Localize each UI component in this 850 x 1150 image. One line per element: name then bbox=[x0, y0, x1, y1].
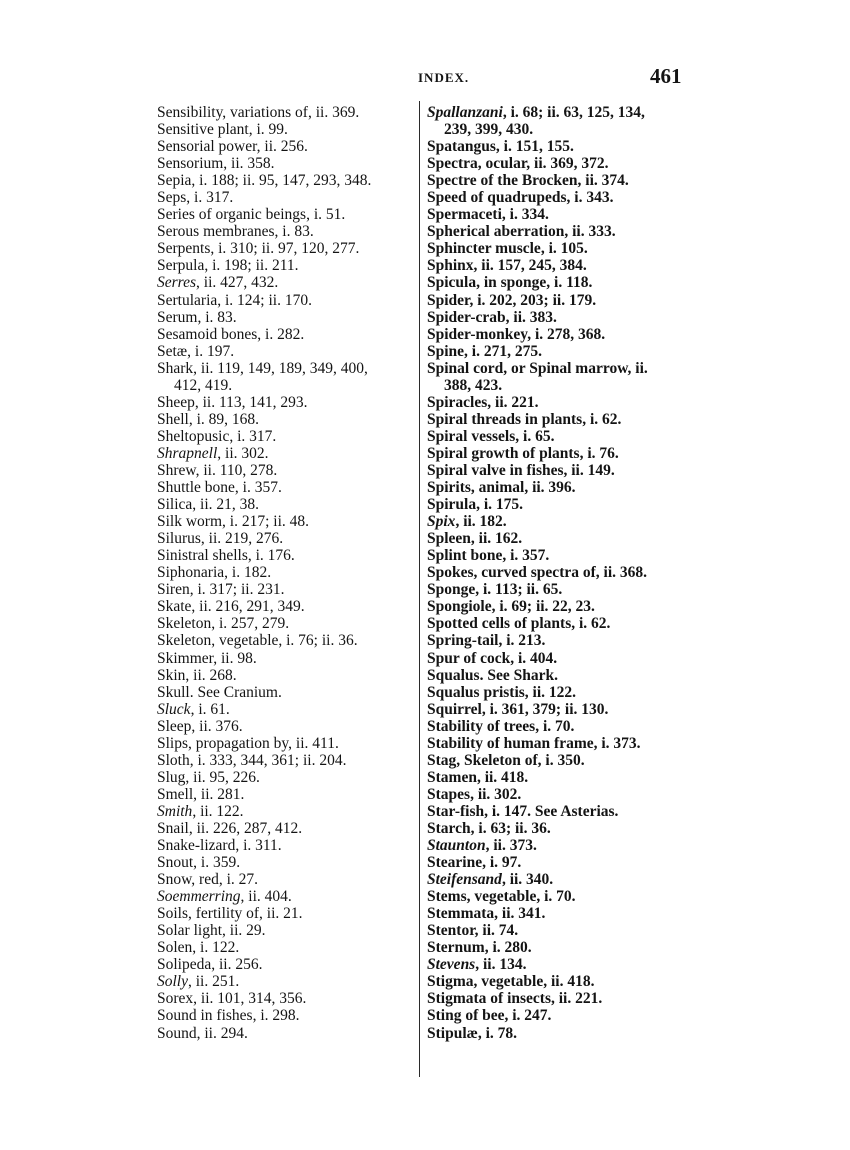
entry-text: Setæ, i. 197. bbox=[157, 342, 235, 360]
entry-text: Snake-lizard, i. 311. bbox=[157, 837, 282, 855]
entry-lead-italic: Spallanzani bbox=[427, 104, 503, 121]
entry-text: Stapes, ii. 302. bbox=[427, 785, 522, 803]
index-entry bbox=[427, 1025, 697, 1042]
entry-lead-italic: Stevens bbox=[427, 956, 476, 974]
entry-text: Seps, i. 317. bbox=[157, 189, 234, 207]
index-entry bbox=[427, 786, 697, 803]
index-entry bbox=[157, 820, 417, 837]
index-entry bbox=[427, 530, 697, 547]
index-entry bbox=[157, 667, 417, 684]
entry-text: Serum, i. 83. bbox=[157, 308, 237, 326]
index-entry bbox=[157, 513, 417, 530]
entry-text: Spider-crab, ii. 383. bbox=[427, 308, 557, 326]
index-entry bbox=[157, 547, 417, 564]
index-entry bbox=[157, 445, 417, 462]
entry-text: Spermaceti, i. 334. bbox=[427, 206, 549, 224]
entry-text: Sloth, i. 333, 344, 361; ii. 204. bbox=[157, 751, 347, 769]
entry-text: , ii. 302. bbox=[217, 444, 269, 462]
entry-text: Spongiole, i. 69; ii. 22, 23. bbox=[427, 598, 595, 616]
entry-lead-italic: Sluck bbox=[157, 700, 191, 718]
page-number: 461 bbox=[650, 64, 682, 88]
entry-text: Spine, i. 271, 275. bbox=[427, 342, 542, 360]
index-entry bbox=[157, 735, 417, 752]
index-entry bbox=[427, 650, 697, 667]
index-entry bbox=[427, 104, 697, 138]
index-entry bbox=[157, 939, 417, 956]
index-entry bbox=[427, 922, 697, 939]
entry-text: Sound, ii. 294. bbox=[157, 1024, 248, 1042]
index-entry bbox=[427, 138, 697, 155]
entry-text: Speed of quadrupeds, i. 343. bbox=[427, 189, 614, 207]
entry-text: Shark, ii. 119, 149, 189, 349, 400, bbox=[157, 359, 368, 377]
index-entry bbox=[427, 479, 697, 496]
index-entry bbox=[157, 309, 417, 326]
entry-text: Spherical aberration, ii. 333. bbox=[427, 223, 616, 241]
entry-text: Skeleton, i. 257, 279. bbox=[157, 615, 290, 633]
index-entry bbox=[427, 206, 697, 223]
index-entry bbox=[157, 803, 417, 820]
index-entry bbox=[157, 394, 417, 411]
index-entry bbox=[427, 292, 697, 309]
entry-text: Sphinx, ii. 157, 245, 384. bbox=[427, 257, 587, 275]
index-entry bbox=[427, 632, 697, 649]
index-entry bbox=[157, 121, 417, 138]
index-entry bbox=[427, 820, 697, 837]
index-entry bbox=[157, 343, 417, 360]
entry-text: Spring-tail, i. 213. bbox=[427, 632, 546, 650]
entry-text: Stems, vegetable, i. 70. bbox=[427, 888, 576, 906]
index-entry bbox=[157, 888, 417, 905]
index-entry bbox=[427, 240, 697, 257]
index-entry bbox=[427, 462, 697, 479]
entry-text: Sepia, i. 188; ii. 95, 147, 293, 348. bbox=[157, 172, 372, 190]
index-entry bbox=[427, 257, 697, 274]
entry-continuation: 388, 423. bbox=[444, 376, 503, 394]
entry-text: Spirits, animal, ii. 396. bbox=[427, 479, 576, 497]
entry-text: Sinistral shells, i. 176. bbox=[157, 547, 295, 565]
entry-text: Shrew, ii. 110, 278. bbox=[157, 461, 278, 479]
index-entry bbox=[157, 769, 417, 786]
entry-text: Smell, ii. 281. bbox=[157, 785, 245, 803]
index-entry bbox=[427, 172, 697, 189]
entry-text: , ii. 122. bbox=[192, 802, 244, 820]
entry-text: Sensibility, variations of, ii. 369. bbox=[157, 104, 360, 121]
index-entry bbox=[157, 837, 417, 854]
entry-text: Silica, ii. 21, 38. bbox=[157, 496, 260, 514]
index-entry bbox=[427, 769, 697, 786]
index-entry bbox=[157, 479, 417, 496]
index-entry bbox=[157, 786, 417, 803]
entry-text: Stigmata of insects, ii. 221. bbox=[427, 990, 603, 1008]
entry-text: Sorex, ii. 101, 314, 356. bbox=[157, 990, 307, 1008]
index-entry bbox=[427, 513, 697, 530]
index-entry bbox=[157, 223, 417, 240]
entry-text: Squalus. See Shark. bbox=[427, 666, 558, 684]
index-entry bbox=[427, 701, 697, 718]
entry-text: Starch, i. 63; ii. 36. bbox=[427, 819, 551, 837]
index-entry bbox=[157, 581, 417, 598]
index-entry bbox=[157, 632, 417, 649]
index-entry bbox=[427, 905, 697, 922]
entry-text: Spokes, curved spectra of, ii. 368. bbox=[427, 564, 648, 582]
index-entry bbox=[427, 684, 697, 701]
entry-text: Stability of trees, i. 70. bbox=[427, 717, 575, 735]
index-entry bbox=[157, 104, 417, 121]
index-entry bbox=[427, 189, 697, 206]
index-entry bbox=[427, 343, 697, 360]
entry-text: Sesamoid bones, i. 282. bbox=[157, 325, 305, 343]
index-entry bbox=[157, 1025, 417, 1042]
index-entry bbox=[427, 803, 697, 820]
entry-text: Spider, i. 202, 203; ii. 179. bbox=[427, 291, 597, 309]
index-entry bbox=[427, 411, 697, 428]
entry-text: Serpula, i. 198; ii. 211. bbox=[157, 257, 299, 275]
entry-text: , ii. 373. bbox=[485, 837, 537, 855]
index-entry bbox=[427, 309, 697, 326]
entry-text: Sertularia, i. 124; ii. 170. bbox=[157, 291, 312, 309]
entry-text: Skin, ii. 268. bbox=[157, 666, 237, 684]
entry-text: Splint bone, i. 357. bbox=[427, 547, 550, 565]
index-entry bbox=[157, 973, 417, 990]
entry-text: Star-fish, i. 147. See Asterias. bbox=[427, 802, 619, 820]
entry-text: Slug, ii. 95, 226. bbox=[157, 768, 260, 786]
entry-lead-italic: Spix bbox=[427, 513, 456, 531]
index-entry bbox=[157, 206, 417, 223]
index-entry bbox=[157, 701, 417, 718]
index-entry bbox=[157, 274, 417, 291]
index-entry bbox=[427, 718, 697, 735]
index-entry bbox=[157, 189, 417, 206]
entry-text: , ii. 340. bbox=[501, 871, 554, 889]
entry-text: , i. 61. bbox=[190, 700, 230, 718]
index-entry bbox=[157, 411, 417, 428]
entry-text: Stability of human frame, i. 373. bbox=[427, 734, 641, 752]
index-entry bbox=[427, 990, 697, 1007]
index-entry bbox=[157, 650, 417, 667]
index-entry bbox=[157, 360, 417, 394]
index-entry bbox=[157, 684, 417, 701]
entry-text: Silurus, ii. 219, 276. bbox=[157, 530, 284, 548]
entry-text: Stemmata, ii. 341. bbox=[427, 905, 546, 923]
index-entry bbox=[427, 615, 697, 632]
index-entry bbox=[157, 326, 417, 343]
index-entry bbox=[157, 1007, 417, 1024]
entry-text: , ii. 134. bbox=[475, 956, 527, 974]
index-entry bbox=[157, 718, 417, 735]
entry-text: Silk worm, i. 217; ii. 48. bbox=[157, 513, 309, 531]
index-entry bbox=[427, 394, 697, 411]
entry-text: Stearine, i. 97. bbox=[427, 854, 522, 872]
entry-text: , ii. 427, 432. bbox=[196, 274, 279, 292]
entry-text: Sleep, ii. 376. bbox=[157, 717, 243, 735]
entry-text: Spicula, in sponge, i. 118. bbox=[427, 274, 593, 292]
index-entry bbox=[427, 155, 697, 172]
entry-text: Spatangus, i. 151, 155. bbox=[427, 138, 574, 156]
entry-text: Spirula, i. 175. bbox=[427, 496, 524, 514]
entry-text: Skimmer, ii. 98. bbox=[157, 649, 257, 667]
entry-text: Sponge, i. 113; ii. 65. bbox=[427, 581, 563, 599]
entry-text: Serpents, i. 310; ii. 97, 120, 277. bbox=[157, 240, 360, 258]
entry-text: Skeleton, vegetable, i. 76; ii. 36. bbox=[157, 632, 358, 650]
entry-lead-italic: Serres bbox=[157, 274, 197, 292]
index-entry bbox=[157, 990, 417, 1007]
entry-text: Spiral threads in plants, i. 62. bbox=[427, 410, 622, 428]
entry-text: Spinal cord, or Spinal marrow, ii. bbox=[427, 359, 648, 377]
entry-text: Shell, i. 89, 168. bbox=[157, 410, 260, 428]
entry-text: Skate, ii. 216, 291, 349. bbox=[157, 598, 305, 616]
entry-text: Sensorium, ii. 358. bbox=[157, 155, 275, 173]
entry-text: Spur of cock, i. 404. bbox=[427, 649, 558, 667]
index-entry bbox=[427, 598, 697, 615]
entry-continuation: 239, 399, 430. bbox=[444, 121, 534, 139]
index-column-left bbox=[157, 104, 417, 1042]
entry-text: Siren, i. 317; ii. 231. bbox=[157, 581, 285, 599]
entry-text: Snail, ii. 226, 287, 412. bbox=[157, 819, 303, 837]
entry-text: Solar light, ii. 29. bbox=[157, 922, 266, 940]
entry-text: Sting of bee, i. 247. bbox=[427, 1007, 552, 1025]
index-entry bbox=[157, 615, 417, 632]
entry-lead-italic: Solly bbox=[157, 973, 188, 991]
index-entry bbox=[427, 854, 697, 871]
entry-text: Stipulæ, i. 78. bbox=[427, 1024, 518, 1042]
entry-text: , ii. 404. bbox=[240, 888, 292, 906]
running-head: INDEX. bbox=[418, 70, 470, 85]
entry-continuation: 412, 419. bbox=[174, 376, 233, 394]
entry-text: Stag, Skeleton of, i. 350. bbox=[427, 751, 585, 769]
entry-text: Solipeda, ii. 256. bbox=[157, 956, 263, 974]
index-entry bbox=[157, 922, 417, 939]
index-entry bbox=[157, 257, 417, 274]
entry-text: Spiral growth of plants, i. 76. bbox=[427, 444, 619, 462]
index-entry bbox=[157, 155, 417, 172]
entry-text: Squirrel, i. 361, 379; ii. 130. bbox=[427, 700, 609, 718]
entry-text: Siphonaria, i. 182. bbox=[157, 564, 272, 582]
entry-lead-italic: Soemmerring bbox=[157, 888, 241, 906]
column-divider bbox=[419, 101, 420, 1077]
index-entry bbox=[157, 138, 417, 155]
index-entry bbox=[427, 667, 697, 684]
entry-text: Spectre of the Brocken, ii. 374. bbox=[427, 172, 629, 190]
index-entry bbox=[427, 564, 697, 581]
entry-text: , i. 68; ii. 63, 125, 134, bbox=[502, 104, 645, 121]
index-entry bbox=[157, 496, 417, 513]
entry-text: Sheep, ii. 113, 141, 293. bbox=[157, 393, 308, 411]
index-entry bbox=[427, 445, 697, 462]
index-entry bbox=[427, 735, 697, 752]
entry-text: Spider-monkey, i. 278, 368. bbox=[427, 325, 606, 343]
entry-text: Spleen, ii. 162. bbox=[427, 530, 523, 548]
index-entry bbox=[157, 905, 417, 922]
entry-text: , ii. 251. bbox=[188, 973, 240, 991]
entry-text: Snout, i. 359. bbox=[157, 854, 241, 872]
entry-text: Soils, fertility of, ii. 21. bbox=[157, 905, 303, 923]
index-entry bbox=[157, 598, 417, 615]
index-entry bbox=[157, 752, 417, 769]
entry-lead-italic: Shrapnell bbox=[157, 444, 218, 462]
entry-lead-italic: Steifensand bbox=[427, 871, 502, 889]
index-entry bbox=[427, 1007, 697, 1024]
entry-text: Sensitive plant, i. 99. bbox=[157, 121, 288, 139]
index-entry bbox=[157, 956, 417, 973]
entry-text: Squalus pristis, ii. 122. bbox=[427, 683, 577, 701]
index-entry bbox=[157, 564, 417, 581]
entry-text: Series of organic beings, i. 51. bbox=[157, 206, 346, 224]
index-entry bbox=[427, 973, 697, 990]
entry-text: Skull. See Cranium. bbox=[157, 683, 282, 701]
entry-text: Serous membranes, i. 83. bbox=[157, 223, 314, 241]
index-entry bbox=[427, 360, 697, 394]
index-entry bbox=[157, 172, 417, 189]
index-entry bbox=[427, 581, 697, 598]
index-entry bbox=[427, 223, 697, 240]
entry-text: Spectra, ocular, ii. 369, 372. bbox=[427, 155, 609, 173]
entry-text: Spiral valve in fishes, ii. 149. bbox=[427, 461, 615, 479]
entry-text: Solen, i. 122. bbox=[157, 939, 240, 957]
index-entry bbox=[157, 428, 417, 445]
index-entry bbox=[427, 326, 697, 343]
entry-text: Spiral vessels, i. 65. bbox=[427, 427, 555, 445]
entry-text: Sound in fishes, i. 298. bbox=[157, 1007, 300, 1025]
index-entry bbox=[427, 888, 697, 905]
entry-text: Sternum, i. 280. bbox=[427, 939, 532, 957]
index-entry bbox=[157, 462, 417, 479]
index-entry bbox=[157, 530, 417, 547]
index-entry bbox=[157, 240, 417, 257]
index-entry bbox=[427, 939, 697, 956]
index-entry bbox=[427, 837, 697, 854]
index-entry bbox=[427, 752, 697, 769]
entry-text: Spotted cells of plants, i. 62. bbox=[427, 615, 611, 633]
entry-text: Sensorial power, ii. 256. bbox=[157, 138, 308, 156]
entry-text: Stamen, ii. 418. bbox=[427, 768, 529, 786]
entry-lead-italic: Smith bbox=[157, 802, 193, 820]
index-entry bbox=[157, 292, 417, 309]
entry-text: Stentor, ii. 74. bbox=[427, 922, 519, 940]
entry-text: Sphincter muscle, i. 105. bbox=[427, 240, 588, 258]
index-column-right bbox=[427, 104, 697, 1042]
index-entry bbox=[157, 871, 417, 888]
entry-text: Stigma, vegetable, ii. 418. bbox=[427, 973, 595, 991]
index-entry bbox=[427, 496, 697, 513]
entry-text: Sheltopusic, i. 317. bbox=[157, 427, 277, 445]
entry-lead-italic: Staunton bbox=[427, 837, 486, 855]
entry-text: , ii. 182. bbox=[455, 513, 507, 531]
entry-text: Spiracles, ii. 221. bbox=[427, 393, 539, 411]
index-entry bbox=[427, 956, 697, 973]
index-entry bbox=[157, 854, 417, 871]
entry-text: Shuttle bone, i. 357. bbox=[157, 479, 282, 497]
entry-text: Snow, red, i. 27. bbox=[157, 871, 259, 889]
index-entry bbox=[427, 428, 697, 445]
index-entry bbox=[427, 871, 697, 888]
entry-text: Slips, propagation by, ii. 411. bbox=[157, 734, 339, 752]
index-entry bbox=[427, 274, 697, 291]
index-entry bbox=[427, 547, 697, 564]
